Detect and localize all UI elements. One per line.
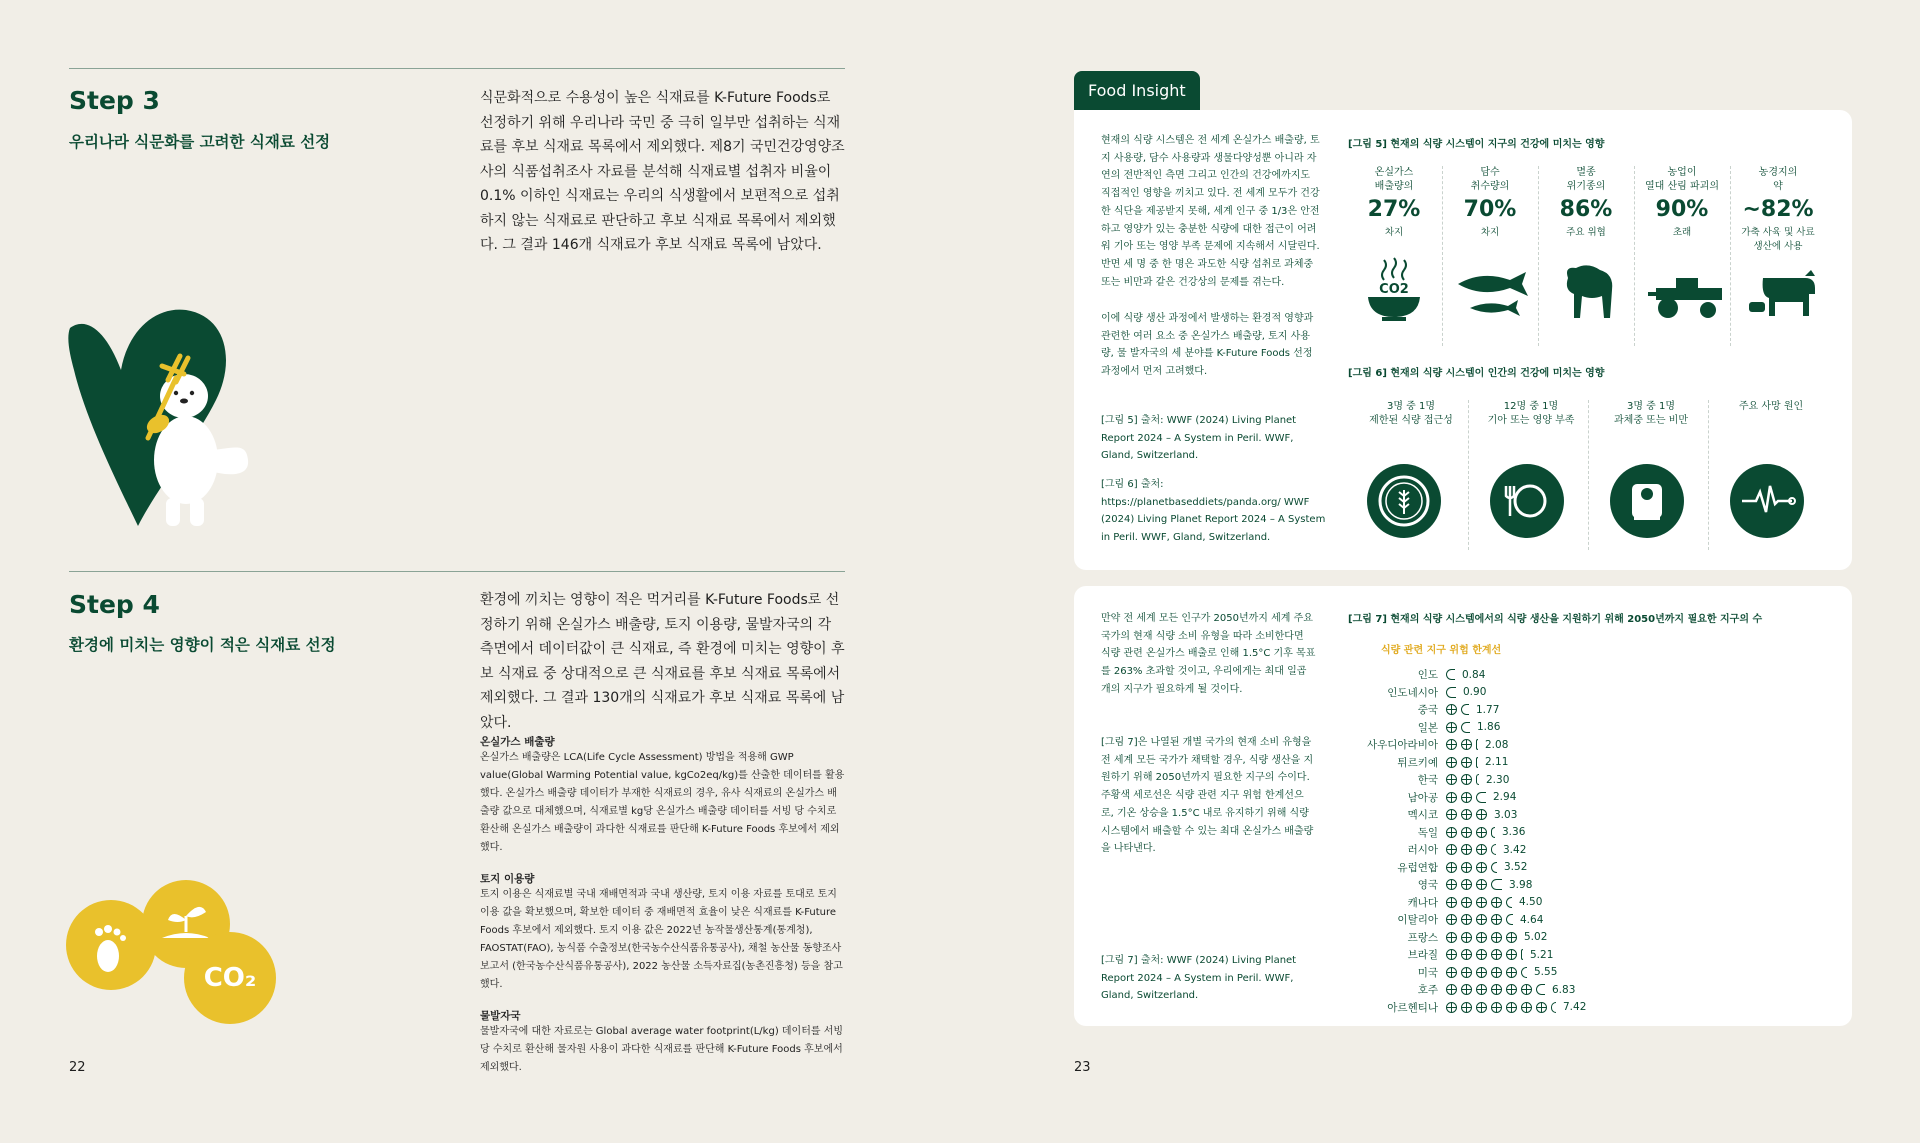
column-separator [1468,400,1469,550]
soup-bowl-co2-icon [1364,255,1424,325]
chart-value-label: 3.98 [1509,878,1533,891]
human-stat-death [1716,400,1826,414]
earth-globe-icon [1446,704,1457,715]
stat-label: 농경지의 [1758,167,1798,178]
step4-title: Step 4 [69,590,160,619]
planet-stat-greenhouse [1348,166,1440,240]
earth-globe-icon [1476,897,1487,908]
planet-stat-species [1540,166,1632,240]
earth-globe-icon [1506,984,1517,995]
planet-stat-deforestation [1636,166,1728,240]
chart-row [1348,981,1575,999]
earth-globe-icon [1446,949,1457,960]
earth-globe-icon [1446,984,1457,995]
column-separator [1538,166,1539,346]
chart-value-label: 5.21 [1530,948,1554,961]
chart-row [1348,929,1547,947]
chart-category-label: 남아공 [1407,791,1438,804]
earth-globe-icon [1461,879,1472,890]
stat-label: 제한된 식량 접근성 [1369,415,1453,426]
fig6-source: [그림 6] 출처: https://planetbaseddiets/panda.org/ WWF (2024) Living Planet Report 2024 – A System in Peril. WWF, Gland, Switzerland. [1101,479,1326,544]
column-separator [1588,400,1589,550]
chart-row [1348,754,1508,772]
chart-value-label: 3.36 [1502,826,1526,839]
stat-label: 12명 중 1명 [1503,401,1559,412]
earth-globe-icon [1506,949,1517,960]
earth-globe-icon [1446,757,1457,768]
chart-row [1348,771,1509,789]
chart-row [1348,806,1517,824]
earth-globe-icon [1491,949,1502,960]
stat-label: 기아 또는 영양 부족 [1487,415,1575,426]
chart-category-label: 인도 [1417,669,1438,682]
co2-icon: CO₂ [184,932,276,1024]
earth-partial-icon [1521,967,1527,978]
chart-value-label: 0.84 [1462,668,1486,681]
earth-globe-icon [1461,862,1472,873]
threshold-label: 식량 관련 지구 위험 한계선 [1381,645,1502,656]
chart-row [1348,666,1485,684]
divider [69,571,845,572]
chart-value-label: 3.52 [1504,861,1528,874]
card2-intro: 만약 전 세계 모든 인구가 2050년까지 세계 주요 국가의 현재 식량 소비 유형을 따라 소비한다면 식량 관련 온실가스 배출로 인해 1.5°C 기후 목표를 263% 초과할 것이고, 우리에게는 최대 일곱 개의 지구가 필요하게 될 것이다. [1101,613,1316,695]
chart-category-label: 호주 [1417,984,1438,997]
step3-subtitle: 우리나라 식문화를 고려한 식재료 선정 [69,133,331,151]
earth-globe-icon [1491,897,1502,908]
plate-cutlery-icon [1490,464,1564,538]
tiger-icon [1558,260,1618,322]
heartbeat-icon [1730,464,1804,538]
chart-row [1348,999,1586,1017]
earth-globe-icon [1476,862,1487,873]
chart-row [1348,736,1508,754]
planet-stat-freshwater [1444,166,1536,240]
earth-globe-icon [1476,949,1487,960]
stat-sub: 초래 [1672,227,1692,238]
earth-globe-icon [1461,739,1472,750]
earth-globe-icon [1506,967,1517,978]
earth-globe-icon [1476,844,1487,855]
earth-globe-icon [1461,967,1472,978]
chart-row [1348,701,1499,719]
chart-category-label: 유럽연합 [1397,861,1438,874]
column-separator [1708,400,1709,550]
stat-label: 위기종의 [1566,181,1606,192]
earth-globe-icon [1491,984,1502,995]
earth-globe-icon [1491,932,1502,943]
note-heading: 온실가스 배출량 [480,736,555,748]
earth-globe-icon [1446,827,1457,838]
chart-category-label: 멕시코 [1407,809,1438,822]
earth-partial-icon [1506,897,1512,908]
earth-partial-icon [1521,949,1523,960]
earth-globe-icon [1506,932,1517,943]
earth-partial-icon [1476,757,1478,768]
earth-globe-icon [1491,967,1502,978]
stat-label: 농업이 [1667,167,1697,178]
earth-globe-icon [1446,809,1457,820]
card1-intro2: 이에 식량 생산 과정에서 발생하는 환경적 영향과 관련한 여러 요소 중 온실가스 배출량, 토지 사용량, 물 발자국의 세 분야를 K-Future Foods 선정 과정에서 먼저 고려했다. [1101,313,1314,378]
page-number: 23 [1074,1060,1091,1075]
chart-category-label: 독일 [1417,826,1438,839]
earth-partial-icon [1551,1002,1556,1013]
earth-globe-icon [1446,739,1457,750]
notes-section [480,734,846,1077]
chart-value-label: 2.11 [1485,756,1509,769]
chart-value-label: 2.08 [1485,738,1509,751]
column-separator [1442,166,1443,346]
chart-value-label: 5.02 [1524,931,1548,944]
card1-intro: 현재의 식량 시스템은 전 세계 온실가스 배출량, 토지 사용량, 담수 사용량과 생물다양성뿐 아니라 자연의 전반적인 측면 그리고 인간의 건강에까지도 직접적인 영향을 끼치고 있다. 전 세계 모두가 건강한 식단을 제공받지 못해, 세계 인구 중 1/3은 안전하고 영양가 있는 충분한 식량에 대한 접근이 어려워 기아 또는 영양 부족 문제에 지속해서 시달린다. 반면 세 명 중 한 명은 과도한 식량 섭취로 과체중 또는 비만과 같은 건강상의 문제를 겪는다. [1101,135,1320,288]
earth-partial-icon [1461,704,1469,715]
chart-value-label: 2.94 [1493,791,1517,804]
fig6-title: [그림 6] 현재의 식량 시스템이 인간의 건강에 미치는 영향 [1348,368,1605,379]
chart-value-label: 1.77 [1476,703,1500,716]
chart-row [1348,964,1557,982]
chart-row [1348,684,1486,702]
stat-value: 90% [1655,197,1709,222]
stat-value: 70% [1463,197,1517,222]
stat-value: ~82% [1742,197,1814,222]
human-stat-hunger [1476,400,1586,428]
step4-body: 환경에 끼치는 영향이 적은 먹거리를 K-Future Foods로 선정하기 위해 온실가스 배출량, 토지 이용량, 물발자국의 각 측면에서 데이터값이 큰 식재료, 즉 환경에 미치는 영향이 후보 식재료 중 상대적으로 큰 식재료를 후보 식재료 목록에서 제외했다. 그 결과 130개의 식재료가 후보 식재료 목록에 남았다. [480,592,845,731]
earth-globe-icon [1461,914,1472,925]
stat-sub: 주요 위협 [1566,227,1606,238]
earth-partial-icon [1476,792,1486,803]
chart-category-label: 이탈리아 [1397,914,1438,927]
earth-globe-icon [1476,809,1487,820]
stat-label: 과체중 또는 비만 [1614,415,1688,426]
earth-globe-icon [1476,1002,1487,1013]
stat-value: 86% [1559,197,1613,222]
stat-label: 온실가스 [1374,167,1414,178]
divider [69,68,845,69]
earth-partial-icon [1476,774,1479,785]
note-text: 온실가스 배출량은 LCA(Life Cycle Assessment) 방법을 적용해 GWP value(Global Warming Potential value, kgCo2eq/kg)를 산출한 데이터를 활용했다. 온실가스 배출량 데이터가 부재한 식재료의 경우, 유사 식재료의 온실가스 배출량 값으로 대체했으며, 식재료별 kg당 온실가스 배출량 데이터를 서빙 당 수치로 환산해 온실가스 배출량이 과다한 식재료를 판단해 K-Future Foods 후보에서 제외했다. [480,752,845,853]
step4-subtitle: 환경에 미치는 영향이 적은 식재료 선정 [69,636,336,654]
chart-category-label: 튀르키예 [1397,756,1438,769]
insight-card-1 [1074,110,1852,570]
stat-sub: 가축 사육 및 사료 [1741,227,1815,238]
chart-value-label: 7.42 [1563,1001,1587,1014]
step3-body: 식문화적으로 수용성이 높은 식재료를 K-Future Foods로 선정하기 위해 우리나라 국민 중 극히 일부만 섭취하는 식재료를 후보 식재료 목록에서 제외했다. 제8기 국민건강영양조사의 식품섭취조사 자료를 분석해 식재료별 섭취자 비율이 0.1% 이하인 식재료는 우리의 식생활에서 보편적으로 섭취하지 않는 식재료로 판단하고 후보 식재료 목록에서 제외했다. 그 결과 146개 식재료가 후보 식재료 목록에 남았다. [480,90,845,253]
earth-globe-icon [1446,862,1457,873]
earth-globe-icon [1521,1002,1532,1013]
stat-value: 27% [1367,197,1421,222]
earth-globe-icon [1461,949,1472,960]
earth-partial-icon [1491,879,1502,890]
chart-value-label: 3.03 [1494,808,1518,821]
chart-category-label: 일본 [1417,721,1438,734]
chart-category-label: 러시아 [1407,844,1438,857]
earth-globe-icon [1536,1002,1547,1013]
planet-stat-farmland [1732,166,1824,254]
human-stat-obesity [1596,400,1706,428]
note-text: 물발자국에 대한 자료로는 Global average water footprint(L/kg) 데이터를 서빙 당 수치로 환산해 물자원 사용이 과다한 식재료를 판단해 K-Future Foods 후보에서 제외했다. [480,1026,844,1073]
chart-category-label: 아르헨티나 [1387,1001,1438,1014]
earth-globe-icon [1476,914,1487,925]
step3-title: Step 3 [69,86,160,115]
earth-partial-icon [1491,844,1496,855]
chart-category-label: 브라질 [1407,949,1438,962]
insight-card-2 [1074,586,1852,1026]
earth-globe-icon [1461,897,1472,908]
earth-globe-icon [1506,1002,1517,1013]
earths-chart [1348,666,1788,1018]
earth-partial-icon [1476,739,1478,750]
earth-globe-icon [1461,809,1472,820]
earth-globe-icon [1476,879,1487,890]
chart-row [1348,894,1542,912]
fish-icon [1452,270,1532,320]
earth-globe-icon [1446,967,1457,978]
earth-globe-icon [1461,827,1472,838]
chart-value-label: 4.50 [1519,896,1543,909]
earth-globe-icon [1461,932,1472,943]
stat-sub: 차지 [1480,227,1500,238]
tractor-icon [1646,270,1726,320]
earth-globe-icon [1446,914,1457,925]
stat-label: 열대 산림 파괴의 [1645,181,1719,192]
page-number: 22 [69,1060,86,1075]
chart-row [1348,859,1527,877]
svg-text:CO2: CO2 [1379,282,1409,297]
earth-globe-icon [1521,984,1532,995]
earth-partial-icon [1446,669,1455,680]
stat-label: 3명 중 1명 [1386,401,1436,412]
earth-globe-icon [1446,1002,1457,1013]
earth-globe-icon [1461,1002,1472,1013]
earth-globe-icon [1491,1002,1502,1013]
chart-row [1348,911,1543,929]
earth-globe-icon [1461,774,1472,785]
chart-row [1348,841,1526,859]
chart-category-label: 프랑스 [1407,931,1438,944]
earth-globe-icon [1461,757,1472,768]
otter-illustration-icon [66,300,266,532]
column-separator [1730,166,1731,346]
fig5-title: [그림 5] 현재의 식량 시스템이 지구의 건강에 미치는 영향 [1348,139,1605,150]
chart-value-label: 0.90 [1463,686,1487,699]
earth-partial-icon [1536,984,1545,995]
environment-icons [66,880,276,1030]
chart-row [1348,719,1500,737]
chart-row [1348,946,1553,964]
earth-globe-icon [1446,844,1457,855]
chart-row [1348,824,1525,842]
stat-label: 멸종 [1576,167,1596,178]
earth-globe-icon [1446,932,1457,943]
stat-label: 취수량의 [1470,181,1510,192]
chart-category-label: 인도네시아 [1387,686,1438,699]
earth-globe-icon [1461,792,1472,803]
earth-globe-icon [1446,722,1457,733]
chart-value-label: 2.30 [1486,773,1510,786]
stat-label: 주요 사망 원인 [1738,401,1804,412]
chart-value-label: 6.83 [1552,983,1576,996]
note-text: 토지 이용은 식재료별 국내 재배면적과 국내 생산량, 토지 이용 자료를 토대로 토지 이용 값을 확보했으며, 확보한 데이터 중 재배면적 효율이 낮은 식재료를 K-Future Foods 후보에서 제외했다. 토지 이용 값은 2022년 농작물생산통계(통계청), FAOSTAT(FAO), 농식품 수출정보(한국농수산식품유통공사), 채철 농산물 동향조사 보고서 (한국농수산식품유통공사), 2022 농산물 소득자료집(농촌진흥청) 등을 참고했다. [480,889,843,990]
chart-category-label: 캐나다 [1407,896,1438,909]
stat-label: 3명 중 1명 [1626,401,1676,412]
earth-globe-icon [1476,984,1487,995]
earth-globe-icon [1461,984,1472,995]
earth-globe-icon [1446,897,1457,908]
fig7-title: [그림 7] 현재의 식량 시스템에서의 식량 생산을 지원하기 위해 2050년까지 필요한 지구의 수 [1348,614,1763,625]
note-heading: 물발자국 [480,1010,521,1022]
earth-globe-icon [1491,914,1502,925]
cow-icon [1749,268,1821,320]
stat-label: 담수 [1480,167,1500,178]
chart-row [1348,789,1516,807]
earth-globe-icon [1476,932,1487,943]
stat-label: 약 [1773,181,1783,192]
chart-category-label: 한국 [1417,774,1438,787]
chart-value-label: 4.64 [1520,913,1544,926]
fig5-source: [그림 5] 출처: WWF (2024) Living Planet Report 2024 – A System in Peril. WWF, Gland, Switzerland. [1101,415,1297,462]
grain-gauge-icon [1367,464,1441,538]
earth-globe-icon [1476,827,1487,838]
earth-partial-icon [1506,914,1513,925]
earth-partial-icon [1446,687,1456,698]
chart-value-label: 1.86 [1477,721,1501,734]
stat-sub: 생산에 사용 [1753,241,1803,252]
note-heading: 토지 이용량 [480,873,535,885]
scale-icon [1610,464,1684,538]
chart-category-label: 중국 [1417,704,1438,717]
stat-sub: 차지 [1384,227,1404,238]
earth-globe-icon [1446,792,1457,803]
earth-globe-icon [1446,774,1457,785]
earth-globe-icon [1476,967,1487,978]
earth-partial-icon [1491,862,1497,873]
chart-row [1348,876,1532,894]
human-stat-access [1356,400,1466,428]
column-separator [1634,166,1635,346]
chart-value-label: 5.55 [1534,966,1558,979]
food-insight-tab: Food Insight [1074,71,1200,111]
fig7-source: [그림 7] 출처: WWF (2024) Living Planet Report 2024 – A System in Peril. WWF, Gland, Switzerland. [1101,955,1297,1002]
chart-category-label: 사우디아라비아 [1366,739,1438,752]
chart-value-label: 3.42 [1503,843,1527,856]
earth-partial-icon [1491,827,1495,838]
chart-category-label: 영국 [1417,879,1438,892]
chart-category-label: 미국 [1417,966,1438,979]
earth-partial-icon [1461,722,1470,733]
card2-intro2: [그림 7]은 나열된 개별 국가의 현재 소비 유형을 전 세계 모든 국가가 채택할 경우, 식량 생산을 지원하기 위해 2050년까지 필요한 지구의 수이다. 주황색 세로선은 식량 관련 지구 위험 한계선으로, 기온 상승을 1.5°C 내로 유지하기 위해 식량 시스템에서 배출할 수 있는 최대 온실가스 배출량을 나타낸다. [1101,737,1314,855]
stat-label: 배출량의 [1374,181,1414,192]
earth-globe-icon [1446,879,1457,890]
earth-globe-icon [1461,844,1472,855]
